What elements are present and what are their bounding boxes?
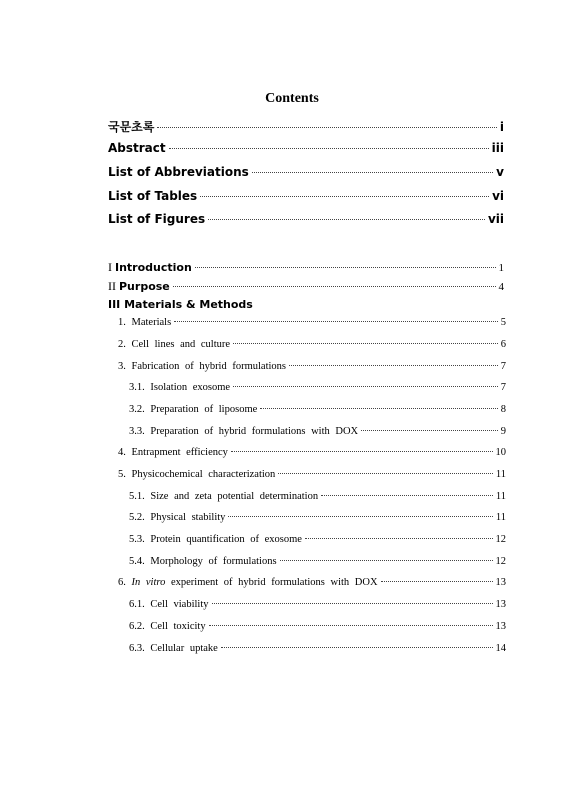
toc-entry-introduction[interactable] xyxy=(108,260,504,275)
toc-entry-page: 5 xyxy=(500,317,506,328)
toc-entry-page: vii xyxy=(487,212,504,226)
toc-entry-protein-quantification[interactable] xyxy=(129,534,506,545)
toc-entry-label: 3.1. Isolation exosome xyxy=(129,382,231,393)
toc-entry-page: 13 xyxy=(495,621,506,632)
section-title-rest: experiment of hybrid formulations with DOX xyxy=(170,577,378,588)
toc-entry-page: vi xyxy=(492,189,504,203)
dot-leader xyxy=(169,148,489,149)
toc-entry-label: 4. Entrapment efficiency xyxy=(118,447,228,458)
toc-entry-page: iii xyxy=(491,141,504,155)
dot-leader xyxy=(231,451,493,452)
toc-entry-page: 1 xyxy=(498,262,504,274)
toc-entry-label: 3.3. Preparation of hybrid formulations with DOX xyxy=(129,426,359,437)
dot-leader xyxy=(305,538,493,539)
toc-entry-label: 5.2. Physical stability xyxy=(129,512,226,523)
toc-entry-label: 5.1. Size and zeta potential determination xyxy=(129,491,319,502)
toc-entry-label: 5.4. Morphology of formulations xyxy=(129,556,277,567)
toc-entry-cell-lines[interactable] xyxy=(118,339,506,350)
toc-entry-label: List of Abbreviations xyxy=(108,165,249,179)
dot-leader xyxy=(195,267,496,268)
dot-leader xyxy=(208,219,485,220)
toc-entry-purpose[interactable] xyxy=(108,279,504,294)
toc-entry-page: 9 xyxy=(500,426,506,437)
dot-leader xyxy=(200,196,489,197)
toc-entry-list-of-figures[interactable] xyxy=(108,212,504,226)
toc-entry-abbreviations[interactable] xyxy=(108,165,504,179)
toc-entry-page: 11 xyxy=(495,512,506,523)
toc-entry-page: 10 xyxy=(495,447,506,458)
dot-leader xyxy=(174,321,498,322)
toc-entry-cell-viability[interactable] xyxy=(129,599,506,610)
toc-entry-page: 11 xyxy=(495,491,506,502)
toc-entry-label: 6.3. Cellular uptake xyxy=(129,643,218,654)
toc-entry-label: 3.2. Preparation of liposome xyxy=(129,404,258,415)
toc-entry-label: 2. Cell lines and culture xyxy=(118,339,231,350)
toc-entry-page: 8 xyxy=(500,404,506,415)
dot-leader xyxy=(221,647,493,648)
dot-leader xyxy=(157,127,497,128)
toc-entry-label: Introduction xyxy=(115,261,192,274)
dot-leader xyxy=(321,495,493,496)
dot-leader xyxy=(280,560,493,561)
toc-entry-isolation-exosome[interactable] xyxy=(129,382,506,393)
toc-entry-cellular-uptake[interactable] xyxy=(129,643,506,654)
dot-leader xyxy=(361,430,498,431)
section-heading-materials-methods[interactable]: III Materials & Methods xyxy=(108,298,253,311)
toc-entry-preparation-liposome[interactable] xyxy=(129,404,506,415)
toc-entry-page: 4 xyxy=(498,281,504,293)
toc-entry-preparation-hybrid[interactable] xyxy=(129,426,506,437)
dot-leader xyxy=(278,473,493,474)
toc-entry-page: 12 xyxy=(495,534,506,545)
toc-entry-label: 국문초록 xyxy=(108,120,155,134)
toc-entry-label: 6.1. Cell viability xyxy=(129,599,209,610)
toc-entry-label: 1. Materials xyxy=(118,317,172,328)
toc-entry-page: 14 xyxy=(495,643,506,654)
toc-entry-in-vitro[interactable] xyxy=(118,577,506,588)
toc-entry-page: 13 xyxy=(495,599,506,610)
dot-leader xyxy=(173,286,496,287)
toc-entry-label: 6.2. Cell toxicity xyxy=(129,621,206,632)
dot-leader xyxy=(228,516,492,517)
toc-entry-label: 3. Fabrication of hybrid formulations xyxy=(118,361,287,372)
dot-leader xyxy=(260,408,497,409)
toc-entry-morphology[interactable] xyxy=(129,556,506,567)
toc-entry-label: 5.3. Protein quantification of exosome xyxy=(129,534,302,545)
toc-entry-label: 5. Physicochemical characterization xyxy=(118,469,276,480)
toc-entry-fabrication[interactable] xyxy=(118,361,506,372)
toc-entry-page: 7 xyxy=(500,361,506,372)
dot-leader xyxy=(233,343,498,344)
toc-entry-physicochemical[interactable] xyxy=(118,469,506,480)
section-number: 6. xyxy=(118,577,126,588)
dot-leader xyxy=(289,365,498,366)
toc-entry-page: 11 xyxy=(495,469,506,480)
chapter-number: I xyxy=(108,260,112,274)
toc-entry-page: 13 xyxy=(495,577,506,588)
toc-entry-page: 12 xyxy=(495,556,506,567)
toc-entry-label: List of Tables xyxy=(108,189,198,203)
italic-term: In vitro xyxy=(131,577,166,588)
toc-entry-page: v xyxy=(496,165,504,179)
toc-entry-cell-toxicity[interactable] xyxy=(129,621,506,632)
page-title: Contents xyxy=(265,91,319,106)
toc-entry-label: List of Figures xyxy=(108,212,206,226)
toc-entry-label: Purpose xyxy=(119,280,170,293)
dot-leader xyxy=(212,603,493,604)
toc-entry-entrapment-efficiency[interactable] xyxy=(118,447,506,458)
toc-entry-size-zeta[interactable] xyxy=(129,491,506,502)
toc-entry-physical-stability[interactable] xyxy=(129,512,506,523)
toc-entry-page: 7 xyxy=(500,382,506,393)
toc-entry-korean-abstract[interactable] xyxy=(108,118,504,135)
toc-entry-materials[interactable] xyxy=(118,317,506,328)
dot-leader xyxy=(233,386,498,387)
dot-leader xyxy=(252,172,493,173)
toc-entry-label: Abstract xyxy=(108,141,166,155)
toc-entry-label xyxy=(118,577,378,588)
toc-entry-list-of-tables[interactable] xyxy=(108,189,504,203)
toc-entry-abstract[interactable] xyxy=(108,141,504,155)
toc-entry-page: i xyxy=(499,120,504,134)
chapter-number: II xyxy=(108,279,116,293)
dot-leader xyxy=(381,581,493,582)
dot-leader xyxy=(209,625,493,626)
toc-entry-page: 6 xyxy=(500,339,506,350)
